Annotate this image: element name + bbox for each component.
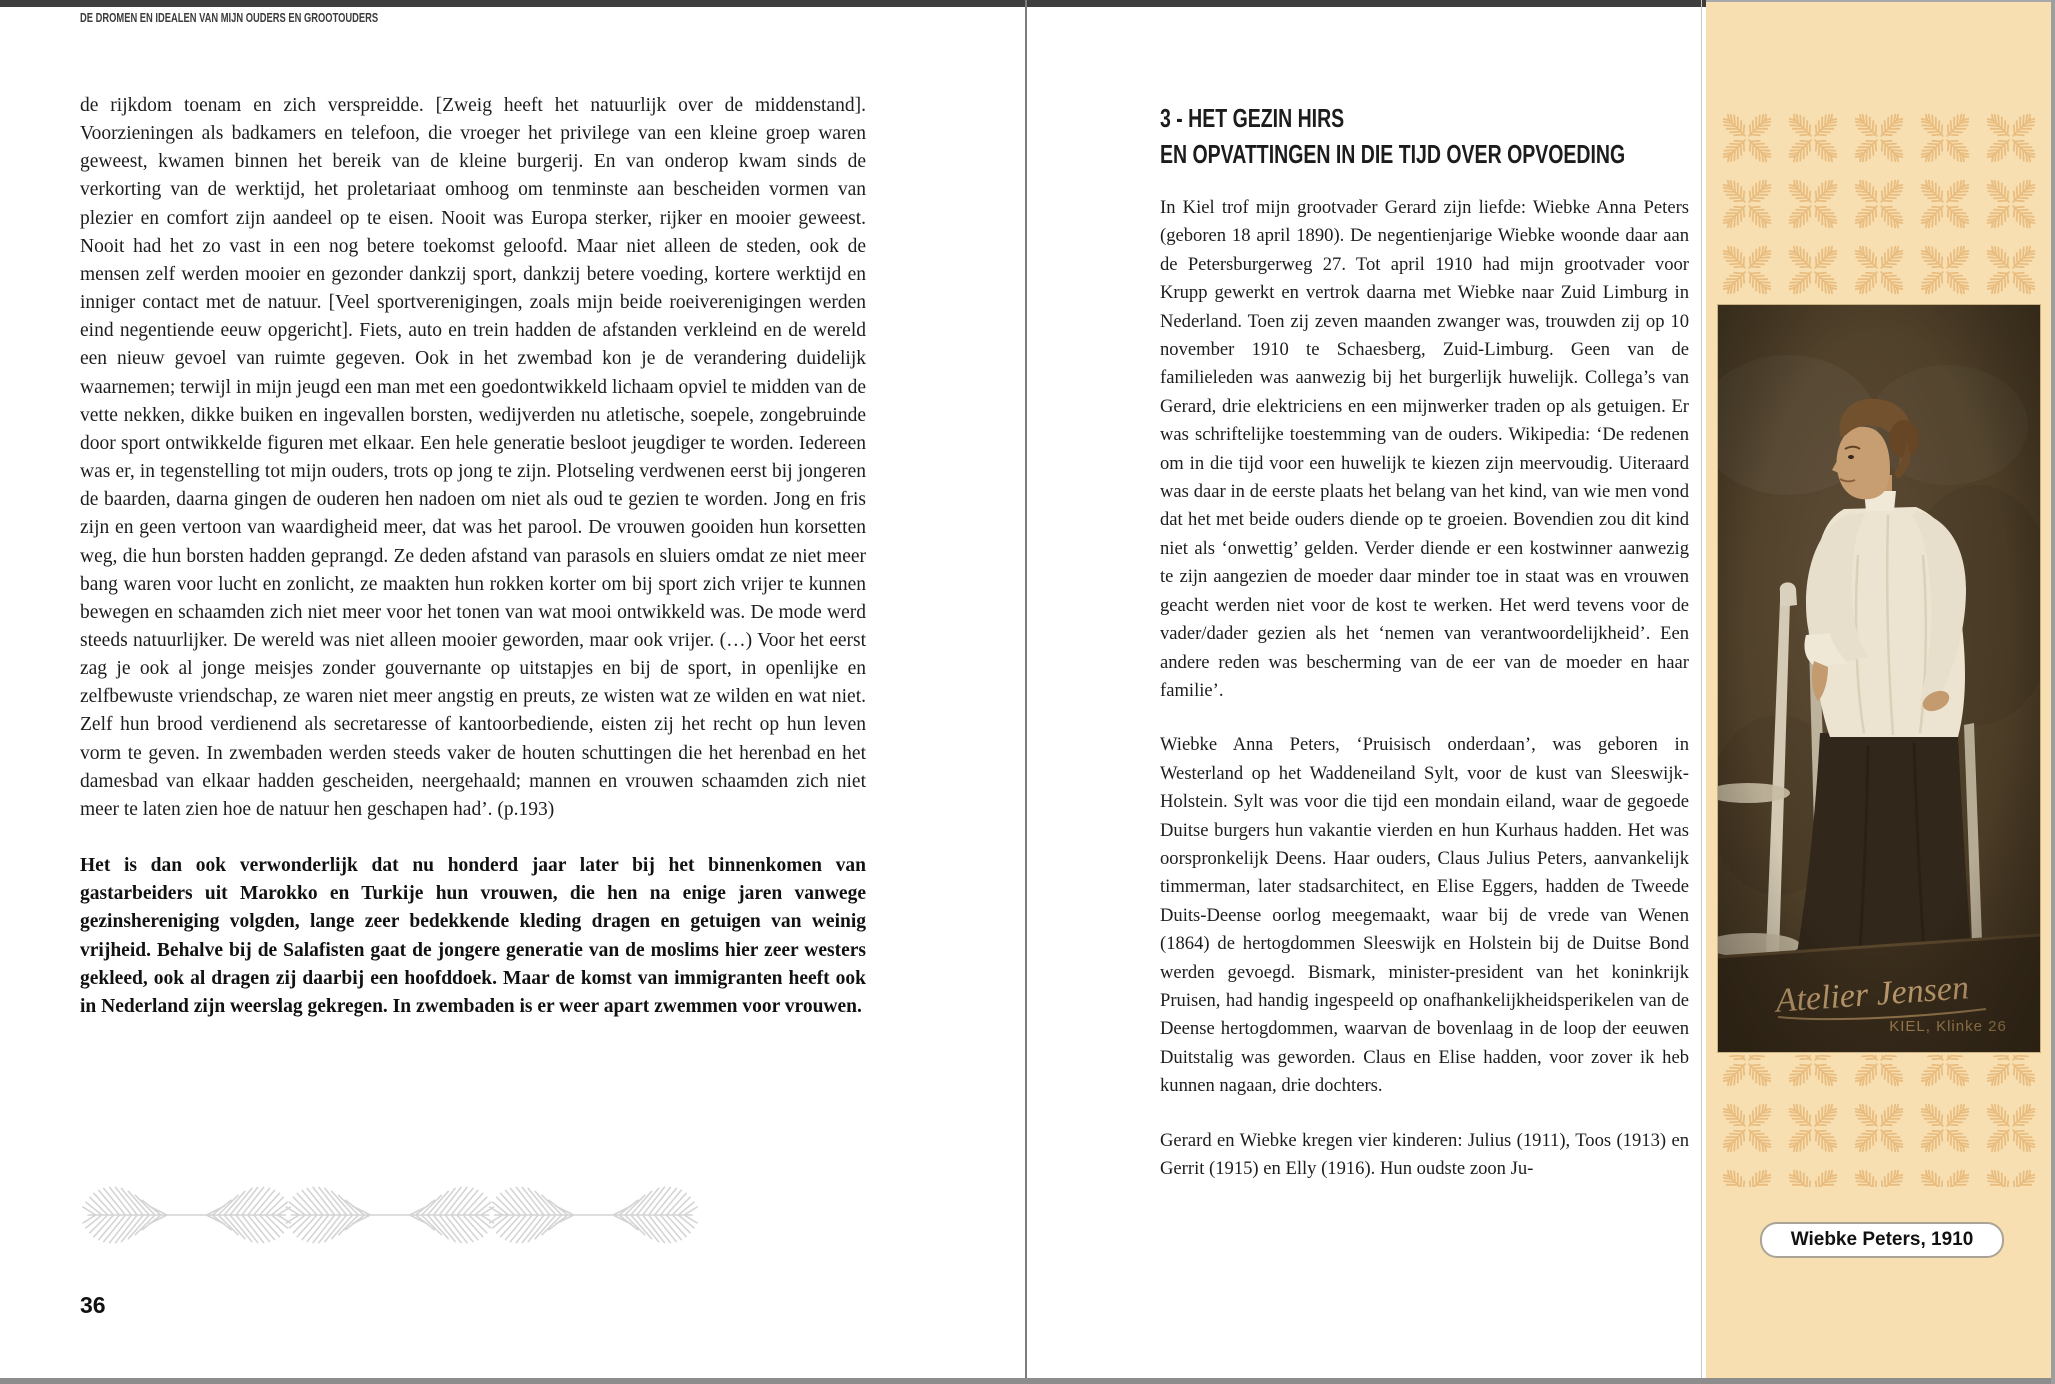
- top-page-edge: [0, 0, 1706, 7]
- photo-caption-text: Wiebke Peters, 1910: [1790, 1229, 1974, 1250]
- right-page-edge: [2051, 0, 2055, 1384]
- running-header-text: DE DROMEN EN IDEALEN VAN MIJN OUDERS EN GROOTOUDERS: [80, 10, 379, 25]
- bottom-page-edge: [0, 1378, 2055, 1384]
- page-number: 36: [80, 1292, 106, 1318]
- chapter-heading-line1: 3 - HET GEZIN HIRS: [1160, 103, 1345, 133]
- running-header: [80, 10, 494, 25]
- page-gutter-divider: [1025, 0, 1027, 1379]
- photo-caption-badge: [1760, 1222, 2004, 1258]
- quote-paragraph: de rijkdom toenam en zich verspreidde. [Zweig heeft het natuurlijk over de middenstand]. Voorzieningen als badkamers en telefoon, die vroeger het privilege van een kleine groep waren geweest, kwamen binnen het bereik van de kleine burgerij. En van onderop kwam sinds de verkorting van de werktijd, het proletariaat omhoog om tenminste aan bescheiden vormen van plezier en comfort zijn aandeel op te eisen. Nooit was Europa sterker, rijker en mooier geweest. Nooit had het zo vast in een nog betere toekomst geloofd. Maar niet alleen de steden, ook de mensen zelf werden mooier en gezonder dankzij sport, dankzij betere voeding, kortere werktijd en inniger contact met de natuur. [Veel sportverenigingen, zoals mijn beide roeiverenigingen werden eind negentiende eeuw opgericht]. Fiets, auto en trein hadden de afstanden verkleind en de wereld een nieuw gevoel van ruimte gegeven. Ook in het zwembad kon je de verandering duidelijk waarnemen; terwijl in mijn jeugd een man met een goedontwikkeld lichaam opviel te midden van de vette nekken, dikke buiken en ingevallen borsten, wedijverden nu atletische, soepele, zongebruinde door sport ontwikkelde figuren met elkaar. Een hele generatie besloot jeugdiger te worden. Iedereen was er, in tegenstelling tot mijn ouders, trots op jong te zijn. Plotseling verdwenen eerst bij jongeren de baarden, daarna gingen de ouderen hen nadoen om niet als oud te gezien te worden. Jong en fris zijn en geen vertoon van waardigheid meer, dat was het parool. De vrouwen gooiden hun korsetten weg, die hun borsten hadden geprangd. Ze deden afstand van parasols en sluiers omdat ze niet meer bang waren voor lucht en zonlicht, ze maakten hun rokken korter om bij sport zich vrijer te kunnen bewegen en schaamden zich niet meer voor het tonen van wat mooi ontwikkeld was. De mode werd steeds natuurlijker. De wereld was niet alleen mooier geworden, maar ook vrijer. (…) Voor het eerst zag je ook al jonge meisjes zonder gouvernante op uitstapjes en bij de sport, in openlijke en zelfbewuste vriendschap, ze waren niet meer angstig en preuts, ze wisten wat ze wilden en wat niet. Zelf hun brood verdienend als secretaresse of kantoorbediende, eisten zij het recht op hun leven vorm te geven. In zwembaden werden steeds vaker de houten schuttingen die het herenbad en het damesbad van elkaar hadden gescheiden, neergehaald; mannen en vrouwen schaamden zich niet meer te laten zien hoe de natuur hen geschapen had’. (p.193): [80, 95, 866, 820]
- left-page-body: [80, 92, 866, 1049]
- decorative-sidebar: [1706, 0, 2051, 1378]
- author-comment-paragraph: Het is dan ook verwonderlijk dat nu honderd jaar later bij het binnenkomen van gastarbeiders uit Marokko en Turkije hun vrouwen, die hen na enige jaren vanwege gezinshereniging volgden, lange zeer bedekkende kleding dragen en getuigen van weinig vrijheid. Behalve bij de Salafisten gaat de jongere generatie van de moslims hier zeer westers gekleed, ook al dragen zij daarbij een hoofddoek. Maar de komst van immigranten heeft ook in Nederland zijn weerslag gekregen. In zwembaden is er weer apart zwemmen voor vrouwen.: [80, 855, 866, 1017]
- sidebar-edge-line: [1701, 0, 1702, 1378]
- chapter-heading: [1160, 100, 1780, 172]
- right-page-body: [1160, 194, 1689, 1209]
- chapter-heading-line2: EN OPVATTINGEN IN DIE TIJD OVER OPVOEDING: [1160, 139, 1626, 169]
- body-paragraph: Wiebke Anna Peters, ‘Pruisisch onderdaan’, was geboren in Westerland op het Waddeneiland Sylt, voor de kust van Sleeswijk-Holstein. Sylt was voor die tijd een mondain eiland, waar de gegoede Duitse burgers hun vakantie vierden en hun Kurhaus hadden. Het was oorspronkelijk Deens. Haar ouders, Claus Julius Peters, aanvankelijk timmerman, later stadsarchitect, en Elise Eggers, hadden de Tweede Duits-Deense oorlog meegemaakt, waar bij de vrede van Wenen (1864) de hertogdommen Sleeswijk en Holstein bij de Duitse Bond werden gevoegd. Bismark, minister-president van het koninkrijk Pruisen, had handig ingespeeld op onafhankelijkheidsperikelen van de Deense hertogdommen, waarvan de bovenlaag in de loop der eeuwen Duitstalig was geworden. Claus en Elise hadden, voor zover ik heb kunnen nagaan, drie dochters.: [1160, 734, 1689, 1097]
- portrait-photo: [1718, 305, 2040, 1052]
- body-paragraph: In Kiel trof mijn grootvader Gerard zijn liefde: Wiebke Anna Peters (geboren 18 april 1890). De negentienjarige Wiebke woonde daar aan de Petersburgerweg 27. Tot april 1910 had mijn grootvader voor Krupp gewerkt en vertrok daarna met Wiebke naar Zuid Limburg in Nederland. Toen zij zeven maanden zwanger was, trouwden zij op 10 november 1910 te Schaesberg, Zuid-Limburg. Geen van de familieleden was aanwezig bij het burgerlijk huwelijk. Collega’s van Gerard, drie elektriciens en een mijnwerker traden op als getuigen. Er was schriftelijke toestemming van de ouders. Wikipedia: ‘De redenen om in die tijd voor een huwelijk te kiezen zijn meervoudig. Uiteraard was daar in de eerste plaats het belang van het kind, van wie men vond dat het met beide ouders diende op te groeien. Bovendien zou dit kind niet als ‘onwettig’ gelden. Verder diende er een kostwinner aanwezig te zijn aangezien de moeder daar minder toe in staat was en vrouwen geacht werden niet voor de kost te werken. Het werd tevens voor de vader/dader gezien als het ‘nemen van verantwoordelijkheid’. Een andere reden was bescherming van de eer van de moeder en haar familie’.: [1160, 197, 1689, 701]
- feather-ornament-icon: [82, 1178, 698, 1252]
- body-paragraph: Gerard en Wiebke kregen vier kinderen: Julius (1911), Toos (1913) en Gerrit (1915) en Elly (1916). Hun oudste zoon Ju-: [1160, 1129, 1689, 1179]
